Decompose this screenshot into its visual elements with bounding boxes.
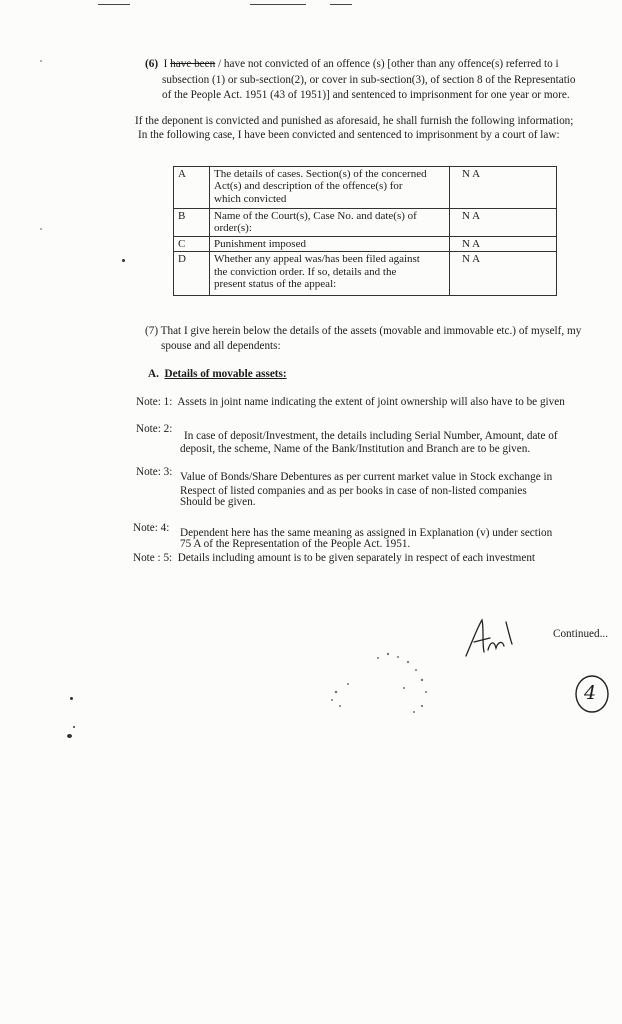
scan-artifact-line	[250, 4, 306, 5]
scan-speck	[70, 697, 73, 700]
row-key: D	[174, 252, 210, 296]
handwritten-signature	[460, 612, 520, 662]
scan-speck	[67, 734, 72, 738]
table-row	[174, 237, 557, 252]
faded-stamp-icon	[318, 648, 438, 720]
section-7-line-2: spouse and all dependents:	[161, 340, 281, 352]
note-5: Note : 5: Details including amount is to be given separately in respect of each investment	[133, 552, 536, 564]
row-description: Punishment imposed	[210, 237, 450, 252]
row-key: C	[174, 237, 210, 252]
deponent-line-1: If the deponent is convicted and punished as aforesaid, he shall furnish the following information;	[135, 115, 574, 127]
row-description: Name of the Court(s), Case No. and date(s) of order(s):	[210, 209, 450, 237]
table-row	[174, 209, 557, 237]
note-3-text-line-1: Value of Bonds/Share Debentures as per current market value in Stock exchange in	[180, 471, 553, 483]
row-value: N A	[450, 237, 557, 252]
table-row	[174, 252, 557, 296]
note-2-text-line-2: deposit, the scheme, Name of the Bank/Institution and Branch are to be given.	[180, 443, 531, 455]
note-1: Note: 1: Assets in joint name indicating the extent of joint ownership will also have to be given	[136, 396, 565, 408]
scan-speck	[40, 60, 42, 62]
row-key: B	[174, 209, 210, 237]
section-6-line-1: (6) I have been / have not convicted of an offence (s) [other than any offence(s) referred to i	[145, 58, 559, 70]
row-description: The details of cases. Section(s) of the concerned Act(s) and description of the offence(s) for which convicted	[210, 167, 450, 209]
scan-speck	[40, 228, 42, 230]
conviction-details-table	[173, 166, 557, 296]
note-3: Note: 3:	[136, 466, 173, 478]
table-row	[174, 167, 557, 209]
movable-assets-heading: A. Details of movable assets:	[148, 368, 287, 380]
note-2: Note: 2:	[136, 423, 173, 435]
note-3-text-line-3: Should be given.	[180, 496, 256, 508]
note-2-text-line-1: In case of deposit/Investment, the details including Serial Number, Amount, date of	[184, 430, 558, 442]
scan-artifact-line	[98, 4, 130, 5]
continued-text: Continued...	[553, 628, 609, 640]
note-4-text-line-1: Dependent here has the same meaning as assigned in Explanation (v) under section	[180, 527, 553, 539]
deponent-line-2: In the following case, I have been convicted and sentenced to imprisonment by a court of law:	[138, 129, 560, 141]
scan-speck	[122, 259, 125, 262]
note-4: Note: 4:	[133, 522, 170, 534]
row-key: A	[174, 167, 210, 209]
section-6-line-3: of the People Act. 1951 (43 of 1951)] and sentenced to imprisonment for one year or more.	[162, 89, 570, 101]
scan-speck	[73, 726, 75, 728]
section-7-line-1: (7) That I give herein below the details of the assets (movable and immovable etc.) of myself, my	[145, 325, 582, 337]
row-value: N A	[450, 209, 557, 237]
row-value: N A	[450, 252, 557, 296]
section-6-line-2: subsection (1) or sub-section(2), or cover in sub-section(3), of section 8 of the Representatio	[162, 74, 576, 86]
page-number: 4	[584, 682, 597, 704]
note-4-text-line-2: 75 A of the Representation of the People Act. 1951.	[180, 538, 411, 550]
note-3-text-line-2: Respect of listed companies and as per books in case of non-listed companies	[180, 485, 527, 497]
row-value: N A	[450, 167, 557, 209]
scan-artifact-line	[330, 4, 352, 5]
row-description: Whether any appeal was/has been filed against the conviction order. If so, details and the present status of the appeal:	[210, 252, 450, 296]
